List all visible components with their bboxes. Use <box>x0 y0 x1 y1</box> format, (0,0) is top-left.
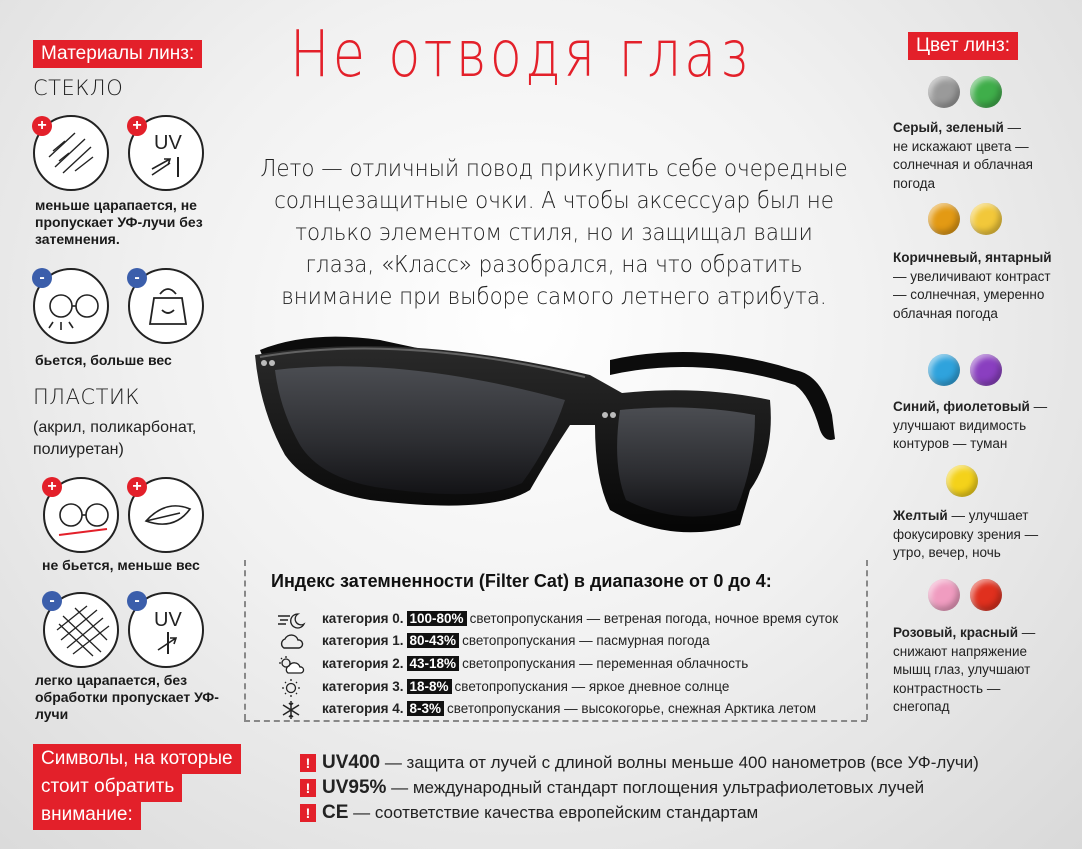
cloud-icon <box>276 632 306 652</box>
pink-lens-swatch <box>928 579 960 611</box>
lens-desc-gray-green: Серый, зеленый — не искажают цвета — солнечная и облачная погода <box>893 120 1033 191</box>
minus-badge: - <box>127 591 147 611</box>
lens-swatches-gray-green <box>928 76 1008 110</box>
yellow-lens-swatch <box>946 465 978 497</box>
materials-header: Материалы линз: <box>33 40 202 68</box>
uv-label: UV <box>154 609 182 631</box>
lens-desc-pink-red: Розовый, красный — снижают напряжение мышц глаз, улучшают контрастность — снегопад <box>893 625 1036 714</box>
snowflake-icon <box>276 700 306 720</box>
amber-lens-swatch <box>970 203 1002 235</box>
filter-range: 18-8% <box>407 679 452 694</box>
filter-range: 80-43% <box>407 633 460 648</box>
exclamation-icon: ! <box>300 779 316 797</box>
minus-badge: - <box>127 268 147 288</box>
plus-badge: + <box>127 477 147 497</box>
red-lens-swatch <box>970 579 1002 611</box>
sun-cloud-icon <box>276 655 306 675</box>
lens-swatches-blue-violet <box>928 354 1008 388</box>
intro-text: Лето — отличный повод прикупить себе очередные солнцезащитные очки. А чтобы аксессуар был не только элементом стиля, но и защищал ваши глаза, «Класс» разобрался, на что обратить внимание при выборе самого летнего атрибута. <box>260 156 848 310</box>
filter-range: 43-18% <box>407 656 460 671</box>
exclamation-icon: ! <box>300 804 316 822</box>
lens-desc-yellow: Желтый — улучшает фокусировку зрения — утро, вечер, ночь <box>893 508 1039 560</box>
filter-range: 8-3% <box>407 701 445 716</box>
lens-desc-brown-amber: Коричневый, янтарный — увеличивают контраст — солнечная, умеренно облачная погода <box>893 250 1052 321</box>
lens-color-header: Цвет линз: <box>908 32 1018 60</box>
filter-range: 100-80% <box>407 611 467 626</box>
glass-cons-caption: бьется, больше вес <box>35 352 172 368</box>
bottom-divider <box>244 720 867 722</box>
minus-badge: - <box>32 268 52 288</box>
sun-icon <box>276 678 306 698</box>
glass-heading: СТЕКЛО <box>33 76 124 100</box>
lens-swatches-brown-amber <box>928 203 1008 237</box>
symbols-header-line-2: стоит обратить <box>33 772 182 802</box>
plastic-pros-caption: не бьется, меньше вес <box>42 557 200 573</box>
violet-lens-swatch <box>970 354 1002 386</box>
lens-swatches-yellow <box>928 465 1008 499</box>
lens-swatches-pink-red <box>928 579 1008 613</box>
blue-lens-swatch <box>928 354 960 386</box>
plus-badge: + <box>127 116 147 136</box>
brown-lens-swatch <box>928 203 960 235</box>
symbols-header: Символы, на которые <box>33 744 241 774</box>
glass-pros-caption: меньше царапается, не пропускает УФ-лучи без затемнения. <box>35 197 203 247</box>
plus-badge: + <box>42 477 62 497</box>
green-lens-swatch <box>970 76 1002 108</box>
plastic-heading: ПЛАСТИК <box>33 385 140 409</box>
wind-moon-icon <box>276 610 306 630</box>
right-divider <box>866 560 868 720</box>
symbols-header-line-3: внимание: <box>33 800 141 830</box>
plastic-cons-caption: легко царапается, без обработки пропускает УФ-лучи <box>35 672 219 722</box>
gray-lens-swatch <box>928 76 960 108</box>
minus-badge: - <box>42 591 62 611</box>
exclamation-icon: ! <box>300 754 316 772</box>
plus-badge: + <box>32 116 52 136</box>
page-title: Не отводя глаз <box>290 18 752 92</box>
uv-label: UV <box>154 132 182 154</box>
lens-desc-blue-violet: Синий, фиолетовый — улучшают видимость контуров — туман <box>893 399 1048 451</box>
plastic-subtitle: (акрил, поликарбонат, полиуретан) <box>33 419 197 458</box>
filter-title: Индекс затемненности (Filter Cat) в диапазоне от 0 до 4: <box>271 571 772 591</box>
sunglasses-image <box>250 315 850 555</box>
left-divider <box>244 560 246 720</box>
